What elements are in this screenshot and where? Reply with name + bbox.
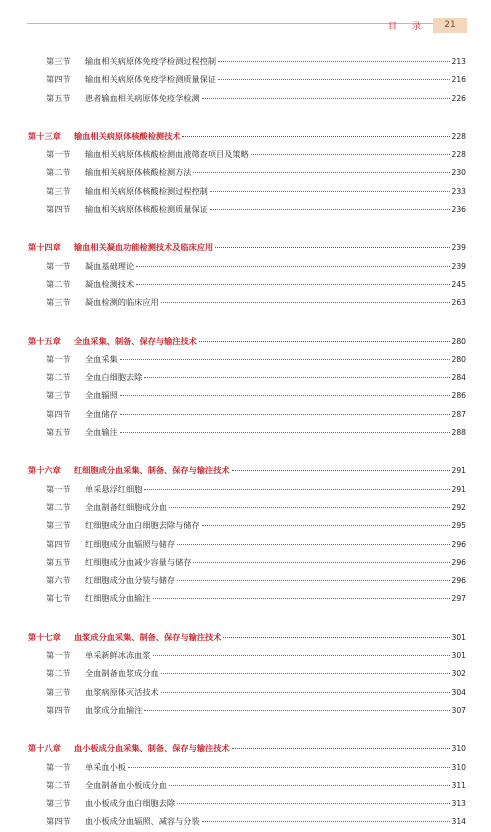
page-number: 301 xyxy=(451,651,466,661)
dot-leader xyxy=(161,302,450,303)
section-entry[interactable] xyxy=(28,553,466,571)
dot-leader xyxy=(177,803,449,804)
section-title: 输血相关病原体核酸检测质量保证 xyxy=(85,204,208,215)
chapter-entry[interactable] xyxy=(28,332,466,350)
dot-leader xyxy=(202,821,450,822)
dot-leader xyxy=(144,377,449,378)
section-number: 第一节 xyxy=(46,149,71,160)
page-number: 295 xyxy=(451,521,466,531)
section-title: 红细胞成分血减少容量与储存 xyxy=(85,556,192,567)
section-number: 第四节 xyxy=(46,816,71,827)
chapter-number: 第十八章 xyxy=(28,743,61,754)
dot-leader xyxy=(193,172,449,173)
section-entry[interactable] xyxy=(28,812,466,830)
page-number: 245 xyxy=(451,279,466,289)
section-entry[interactable] xyxy=(28,200,466,218)
page-number: 213 xyxy=(451,57,466,66)
section-entry[interactable] xyxy=(28,70,466,88)
section-title: 全血制备红细胞成分血 xyxy=(85,501,167,512)
section-number: 第三节 xyxy=(46,520,71,531)
section-number: 第四节 xyxy=(46,74,71,85)
dot-leader xyxy=(120,395,450,396)
section-title: 凝血基础理论 xyxy=(85,260,135,271)
section-entry[interactable] xyxy=(28,257,466,275)
page-number: 307 xyxy=(451,705,466,715)
dot-leader xyxy=(120,414,450,415)
section-number: 第一节 xyxy=(46,353,71,364)
chapter-block xyxy=(28,628,466,719)
section-title: 红细胞成分血白细胞去除与储存 xyxy=(85,520,200,531)
section-title: 输血相关病原体核酸检测方法 xyxy=(85,167,192,178)
dot-leader xyxy=(161,692,450,693)
section-entry[interactable] xyxy=(28,535,466,553)
section-entry[interactable] xyxy=(28,423,466,441)
section-title: 全血辐照 xyxy=(85,390,118,401)
section-title: 凝血检测的临床应用 xyxy=(85,297,159,308)
dot-leader xyxy=(218,61,449,62)
dot-leader xyxy=(193,562,449,563)
running-header-title: 目 录 xyxy=(388,22,427,32)
section-number: 第三节 xyxy=(46,686,71,697)
section-entry[interactable] xyxy=(28,571,466,589)
section-number: 第二节 xyxy=(46,278,71,289)
dot-leader xyxy=(136,284,449,285)
chapter-title: 输血相关凝血功能检测技术及临床应用 xyxy=(74,242,214,253)
page-number: 230 xyxy=(451,168,466,178)
dot-leader xyxy=(136,266,449,267)
section-entry[interactable] xyxy=(28,368,466,386)
section-title: 凝血检测技术 xyxy=(85,278,135,289)
page-number: 292 xyxy=(451,502,466,512)
page-number: 291 xyxy=(451,466,466,476)
section-entry[interactable] xyxy=(28,52,466,70)
section-entry[interactable] xyxy=(28,776,466,794)
section-title: 血小板成分血辐照、减容与分装 xyxy=(85,816,200,827)
dot-leader xyxy=(153,598,450,599)
section-number: 第四节 xyxy=(46,704,71,715)
dot-leader xyxy=(120,432,450,433)
page-number: 233 xyxy=(451,186,466,196)
page-number: 310 xyxy=(451,744,466,754)
section-number: 第三节 xyxy=(46,56,71,66)
section-entry[interactable] xyxy=(28,589,466,607)
section-title: 红细胞成分血输注 xyxy=(85,593,151,604)
dot-leader xyxy=(202,525,450,526)
dot-leader xyxy=(120,359,450,360)
page-number: 239 xyxy=(451,243,466,253)
chapter-entry[interactable] xyxy=(28,739,466,757)
page-number: 286 xyxy=(451,391,466,401)
section-number: 第一节 xyxy=(46,483,71,494)
dot-leader xyxy=(169,785,450,786)
section-entry[interactable] xyxy=(28,182,466,200)
page-number: 302 xyxy=(451,669,466,679)
page-number: 236 xyxy=(451,205,466,215)
dot-leader xyxy=(177,544,449,545)
page-number: 280 xyxy=(451,354,466,364)
section-number: 第三节 xyxy=(46,185,71,196)
section-title: 输血相关病原体免疫学检测质量保证 xyxy=(85,74,217,85)
dot-leader xyxy=(210,191,450,192)
section-title: 红细胞成分血辐照与储存 xyxy=(85,538,176,549)
page-number: 297 xyxy=(451,594,466,604)
section-entry[interactable] xyxy=(28,163,466,181)
chapter-block xyxy=(28,238,466,311)
chapter-number: 第十六章 xyxy=(28,465,61,476)
chapter-number: 第十五章 xyxy=(28,335,61,346)
section-number: 第七节 xyxy=(46,593,71,604)
dot-leader xyxy=(177,580,449,581)
section-entry[interactable] xyxy=(28,646,466,664)
section-entry[interactable] xyxy=(28,293,466,311)
section-entry[interactable] xyxy=(28,516,466,534)
dot-leader xyxy=(144,489,449,490)
page-number: 311 xyxy=(451,780,466,790)
page-number: 310 xyxy=(451,762,466,772)
dot-leader xyxy=(161,673,450,674)
chapter-entry[interactable] xyxy=(28,461,466,479)
section-title: 全血制备血小板成分血 xyxy=(85,779,167,790)
chapter-entry[interactable] xyxy=(28,628,466,646)
section-number: 第二节 xyxy=(46,372,71,383)
page-number: 263 xyxy=(451,298,466,308)
chapter-title: 输血相关病原体核酸检测技术 xyxy=(74,130,181,141)
page-number: 216 xyxy=(451,75,466,85)
section-entry[interactable] xyxy=(28,405,466,423)
section-title: 血浆成分血输注 xyxy=(85,704,143,715)
section-title: 全血白细胞去除 xyxy=(85,372,143,383)
dot-leader xyxy=(202,98,450,99)
section-entry[interactable] xyxy=(28,386,466,404)
page-number: 284 xyxy=(451,373,466,383)
page-number: 239 xyxy=(451,261,466,271)
section-title: 全血储存 xyxy=(85,408,118,419)
page-number: 304 xyxy=(451,687,466,697)
section-number: 第一节 xyxy=(46,260,71,271)
section-number: 第二节 xyxy=(46,501,71,512)
dot-leader xyxy=(153,655,450,656)
page-number: 296 xyxy=(451,539,466,549)
section-entry[interactable] xyxy=(28,145,466,163)
section-entry[interactable] xyxy=(28,89,466,107)
section-title: 单采新鲜冰冻血浆 xyxy=(85,650,151,661)
chapter-block xyxy=(28,461,466,607)
section-title: 血浆病原体灭活技术 xyxy=(85,686,159,697)
section-number: 第六节 xyxy=(46,575,71,586)
chapter-block xyxy=(28,332,466,442)
page-number: 291 xyxy=(451,484,466,494)
dot-leader xyxy=(199,341,450,342)
chapter-title: 红细胞成分血采集、制备、保存与输注技术 xyxy=(74,465,230,476)
section-number: 第三节 xyxy=(46,297,71,308)
section-number: 第二节 xyxy=(46,668,71,679)
chapter-number: 第十三章 xyxy=(28,130,61,141)
section-number: 第一节 xyxy=(46,650,71,661)
section-number: 第五节 xyxy=(46,427,71,438)
section-entry[interactable] xyxy=(28,701,466,719)
section-title: 全血采集 xyxy=(85,353,118,364)
section-title: 单采悬浮红细胞 xyxy=(85,483,143,494)
dot-leader xyxy=(215,247,449,248)
chapter-title: 血小板成分血采集、制备、保存与输注技术 xyxy=(74,743,230,754)
dot-leader xyxy=(210,209,450,210)
page-number: 301 xyxy=(451,632,466,642)
page-number: 280 xyxy=(451,336,466,346)
section-entry[interactable] xyxy=(28,794,466,812)
section-entry[interactable] xyxy=(28,275,466,293)
section-entry[interactable] xyxy=(28,683,466,701)
section-number: 第四节 xyxy=(46,538,71,549)
chapter-entry[interactable] xyxy=(28,127,466,145)
page-number: 314 xyxy=(451,817,466,827)
dot-leader xyxy=(232,470,450,471)
chapter-block xyxy=(28,739,466,830)
chapter-title: 血浆成分血采集、制备、保存与输注技术 xyxy=(74,631,222,642)
dot-leader xyxy=(223,637,449,638)
section-title: 红细胞成分血分装与储存 xyxy=(85,575,176,586)
page-number-badge: 21 xyxy=(433,18,467,33)
section-number: 第三节 xyxy=(46,390,71,401)
section-number: 第一节 xyxy=(46,761,71,772)
continued-sections xyxy=(28,52,466,107)
page-number: 296 xyxy=(451,557,466,567)
section-entry[interactable] xyxy=(28,350,466,368)
section-entry[interactable] xyxy=(28,498,466,516)
section-title: 全血制备血浆成分血 xyxy=(85,668,159,679)
section-entry[interactable] xyxy=(28,758,466,776)
chapter-title: 全血采集、制备、保存与输注技术 xyxy=(74,335,197,346)
section-number: 第五节 xyxy=(46,556,71,567)
section-number: 第三节 xyxy=(46,798,71,809)
dot-leader xyxy=(182,136,449,137)
section-title: 输血相关病原体核酸检测过程控制 xyxy=(85,185,208,196)
section-number: 第二节 xyxy=(46,167,71,178)
section-title: 输血相关病原体免疫学检测过程控制 xyxy=(85,56,217,66)
dot-leader xyxy=(218,79,449,80)
dot-leader xyxy=(144,710,449,711)
page-number: 296 xyxy=(451,576,466,586)
page-number: 226 xyxy=(451,93,466,103)
section-number: 第四节 xyxy=(46,204,71,215)
section-number: 第二节 xyxy=(46,779,71,790)
section-title: 单采血小板 xyxy=(85,761,126,772)
chapter-entry[interactable] xyxy=(28,238,466,256)
page-number: 313 xyxy=(451,799,466,809)
chapter-number: 第十四章 xyxy=(28,242,61,253)
page-number: 287 xyxy=(451,409,466,419)
section-title: 血小板成分血白细胞去除 xyxy=(85,798,176,809)
dot-leader xyxy=(251,154,450,155)
dot-leader xyxy=(169,507,450,508)
section-title: 全血输注 xyxy=(85,427,118,438)
table-of-contents xyxy=(28,52,466,831)
chapter-number: 第十七章 xyxy=(28,631,61,642)
section-entry[interactable] xyxy=(28,480,466,498)
section-title: 患者输血相关病原体免疫学检测 xyxy=(85,92,200,103)
section-title: 输血相关病原体核酸检测血液筛查项目及策略 xyxy=(85,149,249,160)
section-number: 第四节 xyxy=(46,408,71,419)
dot-leader xyxy=(128,767,450,768)
section-number: 第五节 xyxy=(46,92,71,103)
page-number: 288 xyxy=(451,428,466,438)
section-entry[interactable] xyxy=(28,664,466,682)
page-number: 228 xyxy=(451,150,466,160)
chapter-block xyxy=(28,127,466,218)
dot-leader xyxy=(232,748,450,749)
page-number: 228 xyxy=(451,131,466,141)
